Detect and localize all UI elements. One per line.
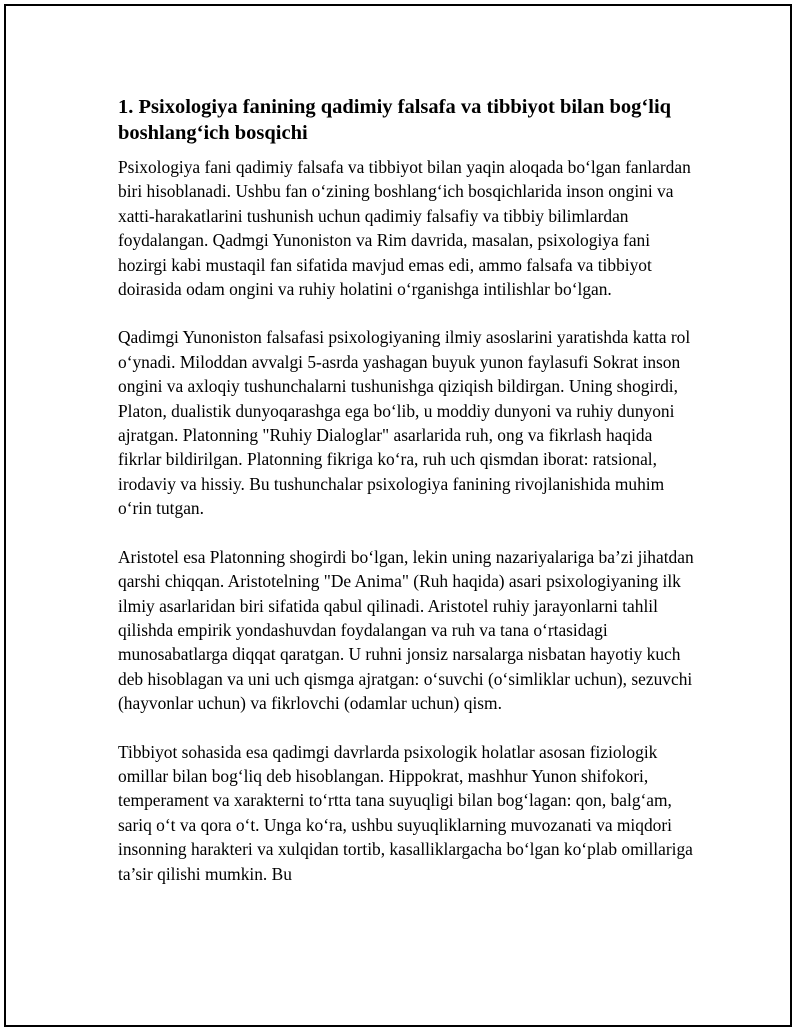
paragraph-1: Psixologiya fani qadimiy falsafa va tibbiyot bilan yaqin aloqada bo‘lgan fanlardan biri hisoblanadi. Ushbu fan o‘zining boshlang‘ich bosqichlarida inson ongini va xatti-harakatlarini tushunish uchun qadimiy falsafiy va tibbiy bilimlardan foydalangan. Qadmgi Yunoniston va Rim davrida, masalan, psixologiya fani hozirgi kabi mustaqil fan sifatida mavjud emas edi, ammo falsafa va tibbiyot doirasida odam ongini va ruhiy holatini o‘rganishga intilishlar bo‘lgan. [118, 157, 691, 300]
paragraph-4: Tibbiyot sohasida esa qadimgi davrlarda psixologik holatlar asosan fiziologik omillar bilan bog‘liq deb hisoblangan. Hippokrat, mashhur Yunon shifokori, temperament va xarakterni to‘rtta tana suyuqligi bilan bog‘lagan: qon, balg‘am, sariq o‘t va qora o‘t. Unga ko‘ra, ushbu suyuqliklarning muvozanati va miqdori insonning harakteri va xulqidan tortib, kasalliklargacha bo‘lgan ko‘plab omillariga ta’sir qilishi mumkin. Bu [118, 741, 693, 884]
paragraph-3: Aristotel esa Platonning shogirdi bo‘lgan, lekin uning nazariyalariga ba’zi jihatdan qarshi chiqqan. Aristotelning "De Anima" (Ruh haqida) asari psixologiyaning ilk ilmiy asarlaridan biri sifatida qabul qilinadi. Aristotel ruhiy jarayonlarni tahlil qilishda empirik yondashuvdan foydalangan va ruh va tana o‘rtasidagi munosabatlarga diqqat qaratgan. U ruhni jonsiz narsalarga nisbatan hayotiy kuch deb hisoblagan va uni uch qismga ajratgan: o‘suvchi (o‘simliklar uchun), sezuvchi (hayvonlar uchun) va fikrlovchi (odamlar uchun) qism. [118, 546, 694, 714]
paragraph-2: Qadimgi Yunoniston falsafasi psixologiyaning ilmiy asoslarini yaratishda katta rol o‘ynadi. Miloddan avvalgi 5-asrda yashagan buyuk yunon faylasufi Sokrat inson ongini va axloqiy tushunchalarni tushunishga qiziqish bildirgan. Uning shogirdi, Platon, dualistik dunyoqarashga ega bo‘lib, u moddiy dunyoni va ruhiy dunyoni ajratgan. Platonning "Ruhiy Dialoglar" asarlarida ruh, ong va fikrlash haqida fikrlar bildirilgan. Platonning fikriga ko‘ra, ruh uch qismdan iborat: ratsional, irodaviy va hissiy. Bu tushunchalar psixologiya fanining rivojlanishida muhim o‘rin tutgan. [118, 327, 691, 519]
section-heading: 1. Psixologiya fanining qadimiy falsafa va tibbiyot bilan bog‘liq boshlang‘ich bosqichi [118, 96, 672, 144]
document-body [118, 94, 698, 886]
